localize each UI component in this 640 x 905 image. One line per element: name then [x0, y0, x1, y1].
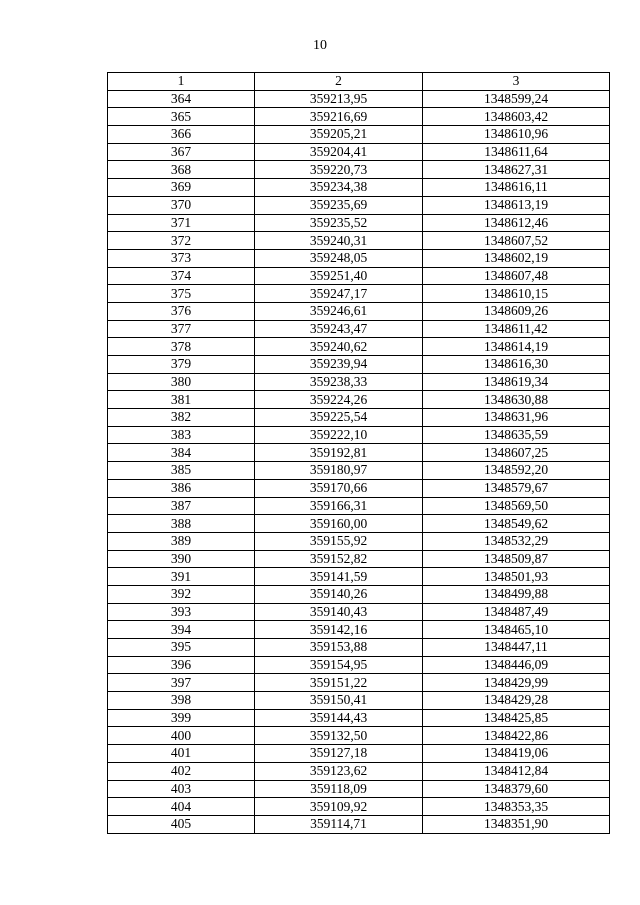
x-coordinate-cell: 359132,50 — [255, 727, 423, 745]
y-coordinate-cell: 1348351,90 — [423, 815, 610, 833]
point-number-cell: 405 — [108, 815, 255, 833]
table-row — [108, 161, 610, 179]
point-number-cell: 401 — [108, 745, 255, 763]
point-number-cell: 386 — [108, 479, 255, 497]
table-row — [108, 656, 610, 674]
point-number-cell: 395 — [108, 639, 255, 657]
table-row — [108, 90, 610, 108]
y-coordinate-cell: 1348614,19 — [423, 338, 610, 356]
y-coordinate-cell: 1348616,11 — [423, 179, 610, 197]
x-coordinate-cell: 359153,88 — [255, 639, 423, 657]
table-row — [108, 568, 610, 586]
table-row — [108, 249, 610, 267]
x-coordinate-cell: 359141,59 — [255, 568, 423, 586]
y-coordinate-cell: 1348379,60 — [423, 780, 610, 798]
y-coordinate-cell: 1348422,86 — [423, 727, 610, 745]
y-coordinate-cell: 1348429,99 — [423, 674, 610, 692]
point-number-cell: 403 — [108, 780, 255, 798]
x-coordinate-cell: 359127,18 — [255, 745, 423, 763]
table-row — [108, 709, 610, 727]
table-row — [108, 762, 610, 780]
table-row — [108, 214, 610, 232]
table-row — [108, 373, 610, 391]
y-coordinate-cell: 1348607,25 — [423, 444, 610, 462]
point-number-cell: 367 — [108, 143, 255, 161]
x-coordinate-cell: 359251,40 — [255, 267, 423, 285]
table-row — [108, 196, 610, 214]
point-number-cell: 364 — [108, 90, 255, 108]
y-coordinate-cell: 1348631,96 — [423, 409, 610, 427]
table-row — [108, 320, 610, 338]
y-coordinate-cell: 1348613,19 — [423, 196, 610, 214]
x-coordinate-cell: 359213,95 — [255, 90, 423, 108]
table-row — [108, 338, 610, 356]
point-number-cell: 372 — [108, 232, 255, 250]
point-number-cell: 394 — [108, 621, 255, 639]
point-number-cell: 378 — [108, 338, 255, 356]
table-row — [108, 815, 610, 833]
x-coordinate-cell: 359205,21 — [255, 126, 423, 144]
x-coordinate-cell: 359235,69 — [255, 196, 423, 214]
y-coordinate-cell: 1348619,34 — [423, 373, 610, 391]
y-coordinate-cell: 1348599,24 — [423, 90, 610, 108]
table-row — [108, 798, 610, 816]
x-coordinate-cell: 359123,62 — [255, 762, 423, 780]
table-row — [108, 692, 610, 710]
table-row — [108, 550, 610, 568]
x-coordinate-cell: 359160,00 — [255, 515, 423, 533]
table-row — [108, 621, 610, 639]
x-coordinate-cell: 359180,97 — [255, 462, 423, 480]
y-coordinate-cell: 1348612,46 — [423, 214, 610, 232]
y-coordinate-cell: 1348487,49 — [423, 603, 610, 621]
table-row — [108, 179, 610, 197]
point-number-cell: 402 — [108, 762, 255, 780]
point-number-cell: 390 — [108, 550, 255, 568]
point-number-cell: 398 — [108, 692, 255, 710]
y-coordinate-cell: 1348602,19 — [423, 249, 610, 267]
x-coordinate-cell: 359234,38 — [255, 179, 423, 197]
table-row — [108, 267, 610, 285]
table-row — [108, 356, 610, 374]
coordinates-table-body — [108, 73, 610, 834]
table-row — [108, 462, 610, 480]
x-coordinate-cell: 359240,31 — [255, 232, 423, 250]
y-coordinate-cell: 1348607,52 — [423, 232, 610, 250]
x-coordinate-cell: 359235,52 — [255, 214, 423, 232]
y-coordinate-cell: 1348499,88 — [423, 585, 610, 603]
page-number: 10 — [313, 38, 327, 53]
table-row — [108, 391, 610, 409]
table-row — [108, 285, 610, 303]
point-number-cell: 385 — [108, 462, 255, 480]
column-header-1: 1 — [108, 73, 255, 91]
y-coordinate-cell: 1348635,59 — [423, 426, 610, 444]
y-coordinate-cell: 1348447,11 — [423, 639, 610, 657]
table-row — [108, 302, 610, 320]
table-row — [108, 780, 610, 798]
y-coordinate-cell: 1348607,48 — [423, 267, 610, 285]
point-number-cell: 369 — [108, 179, 255, 197]
column-header-2: 2 — [255, 73, 423, 91]
x-coordinate-cell: 359239,94 — [255, 356, 423, 374]
y-coordinate-cell: 1348609,26 — [423, 302, 610, 320]
point-number-cell: 374 — [108, 267, 255, 285]
y-coordinate-cell: 1348412,84 — [423, 762, 610, 780]
x-coordinate-cell: 359170,66 — [255, 479, 423, 497]
table-row — [108, 497, 610, 515]
column-header-3: 3 — [423, 73, 610, 91]
x-coordinate-cell: 359150,41 — [255, 692, 423, 710]
table-row — [108, 126, 610, 144]
point-number-cell: 366 — [108, 126, 255, 144]
y-coordinate-cell: 1348501,93 — [423, 568, 610, 586]
x-coordinate-cell: 359225,54 — [255, 409, 423, 427]
point-number-cell: 399 — [108, 709, 255, 727]
table-row — [108, 409, 610, 427]
y-coordinate-cell: 1348353,35 — [423, 798, 610, 816]
point-number-cell: 392 — [108, 585, 255, 603]
table-row — [108, 143, 610, 161]
x-coordinate-cell: 359166,31 — [255, 497, 423, 515]
point-number-cell: 375 — [108, 285, 255, 303]
y-coordinate-cell: 1348446,09 — [423, 656, 610, 674]
table-row — [108, 603, 610, 621]
point-number-cell: 382 — [108, 409, 255, 427]
x-coordinate-cell: 359238,33 — [255, 373, 423, 391]
point-number-cell: 389 — [108, 532, 255, 550]
point-number-cell: 373 — [108, 249, 255, 267]
x-coordinate-cell: 359109,92 — [255, 798, 423, 816]
table-row — [108, 444, 610, 462]
y-coordinate-cell: 1348549,62 — [423, 515, 610, 533]
point-number-cell: 404 — [108, 798, 255, 816]
coordinates-table — [107, 72, 610, 834]
table-row — [108, 674, 610, 692]
y-coordinate-cell: 1348611,42 — [423, 320, 610, 338]
point-number-cell: 391 — [108, 568, 255, 586]
table-row — [108, 515, 610, 533]
x-coordinate-cell: 359140,26 — [255, 585, 423, 603]
x-coordinate-cell: 359152,82 — [255, 550, 423, 568]
y-coordinate-cell: 1348425,85 — [423, 709, 610, 727]
y-coordinate-cell: 1348610,96 — [423, 126, 610, 144]
point-number-cell: 376 — [108, 302, 255, 320]
x-coordinate-cell: 359140,43 — [255, 603, 423, 621]
point-number-cell: 379 — [108, 356, 255, 374]
x-coordinate-cell: 359192,81 — [255, 444, 423, 462]
x-coordinate-cell: 359220,73 — [255, 161, 423, 179]
table-row — [108, 479, 610, 497]
table-row — [108, 108, 610, 126]
y-coordinate-cell: 1348579,67 — [423, 479, 610, 497]
point-number-cell: 387 — [108, 497, 255, 515]
x-coordinate-cell: 359240,62 — [255, 338, 423, 356]
point-number-cell: 377 — [108, 320, 255, 338]
y-coordinate-cell: 1348592,20 — [423, 462, 610, 480]
y-coordinate-cell: 1348429,28 — [423, 692, 610, 710]
y-coordinate-cell: 1348603,42 — [423, 108, 610, 126]
y-coordinate-cell: 1348610,15 — [423, 285, 610, 303]
point-number-cell: 396 — [108, 656, 255, 674]
x-coordinate-cell: 359154,95 — [255, 656, 423, 674]
y-coordinate-cell: 1348611,64 — [423, 143, 610, 161]
x-coordinate-cell: 359144,43 — [255, 709, 423, 727]
x-coordinate-cell: 359224,26 — [255, 391, 423, 409]
x-coordinate-cell: 359142,16 — [255, 621, 423, 639]
y-coordinate-cell: 1348616,30 — [423, 356, 610, 374]
x-coordinate-cell: 359114,71 — [255, 815, 423, 833]
table-row — [108, 639, 610, 657]
x-coordinate-cell: 359247,17 — [255, 285, 423, 303]
table-row — [108, 232, 610, 250]
point-number-cell: 383 — [108, 426, 255, 444]
x-coordinate-cell: 359243,47 — [255, 320, 423, 338]
point-number-cell: 365 — [108, 108, 255, 126]
y-coordinate-cell: 1348532,29 — [423, 532, 610, 550]
point-number-cell: 393 — [108, 603, 255, 621]
y-coordinate-cell: 1348627,31 — [423, 161, 610, 179]
x-coordinate-cell: 359248,05 — [255, 249, 423, 267]
x-coordinate-cell: 359246,61 — [255, 302, 423, 320]
table-row — [108, 585, 610, 603]
y-coordinate-cell: 1348630,88 — [423, 391, 610, 409]
x-coordinate-cell: 359151,22 — [255, 674, 423, 692]
y-coordinate-cell: 1348465,10 — [423, 621, 610, 639]
y-coordinate-cell: 1348419,06 — [423, 745, 610, 763]
table-row — [108, 745, 610, 763]
table-header-row — [108, 73, 610, 91]
point-number-cell: 368 — [108, 161, 255, 179]
point-number-cell: 381 — [108, 391, 255, 409]
point-number-cell: 400 — [108, 727, 255, 745]
x-coordinate-cell: 359222,10 — [255, 426, 423, 444]
point-number-cell: 370 — [108, 196, 255, 214]
table-row — [108, 426, 610, 444]
x-coordinate-cell: 359204,41 — [255, 143, 423, 161]
x-coordinate-cell: 359118,09 — [255, 780, 423, 798]
point-number-cell: 397 — [108, 674, 255, 692]
point-number-cell: 384 — [108, 444, 255, 462]
table-row — [108, 727, 610, 745]
x-coordinate-cell: 359216,69 — [255, 108, 423, 126]
table-row — [108, 532, 610, 550]
point-number-cell: 380 — [108, 373, 255, 391]
point-number-cell: 388 — [108, 515, 255, 533]
y-coordinate-cell: 1348509,87 — [423, 550, 610, 568]
x-coordinate-cell: 359155,92 — [255, 532, 423, 550]
point-number-cell: 371 — [108, 214, 255, 232]
y-coordinate-cell: 1348569,50 — [423, 497, 610, 515]
